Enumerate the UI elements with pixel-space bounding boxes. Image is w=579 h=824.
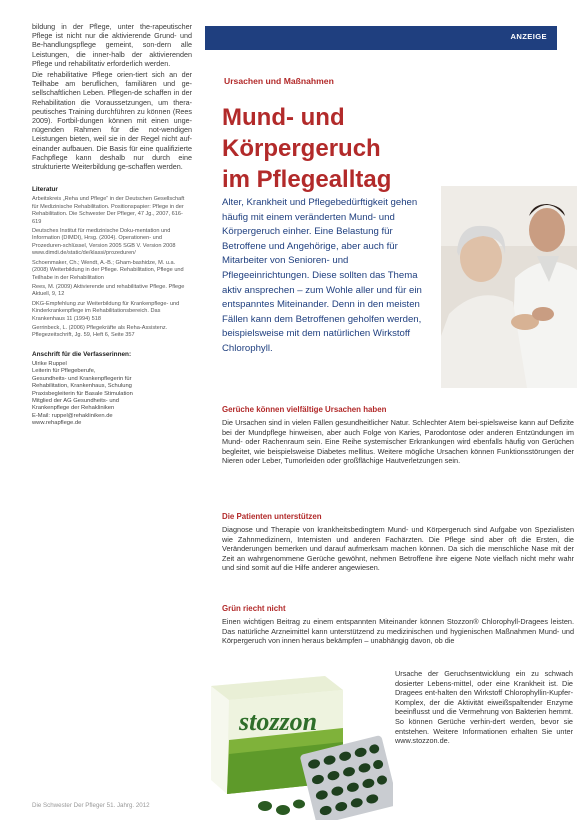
contact-heading: Anschrift für die Verfasserinnen: xyxy=(32,350,132,358)
left-intro: bildung in der Pflege, unter the-rapeutischer Pflege ist nicht nur die aktivierende Grund- und Be-handlungspflege gemeint, son-dern alle Leistungen, die inner-halb der aktivierenden Pflege und rehabilitativ erforderlich werden. xyxy=(32,22,192,68)
contact-website[interactable]: www.rehapflege.de xyxy=(32,420,82,427)
contact-block xyxy=(32,361,192,428)
title-line-1: Mund- und Körpergeruch xyxy=(222,104,381,162)
page-footer: Die Schwester Der Pfleger 51. Jahrg. 2012 xyxy=(32,802,150,809)
section-heading-support: Die Patienten unterstützen xyxy=(222,512,322,521)
literature-item: Rees, M. (2009) Aktivierende und rehabilitative Pflege. Pflege Aktuell, 9, 12 xyxy=(32,283,185,298)
literature-heading: Literatur xyxy=(32,186,58,194)
literature-item: Arbeitskreis „Reha und Pflege“ in der Deutschen Gesellschaft für Medizinische Rehabilitation. Positionspapier: Pflege in der Rehabilitation. Die Schwester Der Pfleger, 47 Jg., 2007, 616-619 xyxy=(32,196,185,225)
nurse-patient-photo xyxy=(441,186,577,388)
contact-line: Praxisbegleiterin für Basale Stimulation xyxy=(32,390,133,397)
contact-line: Rehabilitation, Krankenhaus, Schulung xyxy=(32,383,132,390)
contact-email[interactable]: E-Mail: ruppel@rehakliniken.de xyxy=(32,412,113,419)
contact-line: Gesundheits- und Krankenpflegerin für xyxy=(32,375,132,382)
section-body-causes: Die Ursachen sind in vielen Fällen gesundheitlicher Natur. Schlechter Atem bei-spielsweise kann auf Defizite bei der Mundpflege hinweisen, aber auch Folge von Karies, Parodontose oder anderen Entzündungen im Mund- oder Rachenraum sein. Eine Reihe systemischer Erkrankungen wird ebenfalls häufig von Gerüchen begleitet, wie beispielsweise Diabetes mellitus. Weitere mögliche Ursachen können Funktionsstörungen der Nieren oder Leber, Tumorleiden oder großflächige Hautverletzungen sein. xyxy=(222,418,574,466)
article-kicker: Ursachen und Maßnahmen xyxy=(224,76,334,86)
literature-list xyxy=(32,196,192,339)
left-column xyxy=(32,22,192,428)
ad-banner xyxy=(205,26,557,50)
article-lead: Alter, Krankheit und Pflegebedürftigkeit gehen häufig mit einem veränderten Mund- und Körpergeruch einher. Eine Belastung für Betroffene und Angehörige, aber auch für Mitarbeiter von Senioren- und Pflegeeinrichtungen. Diese sollten das Thema aktiv ansprechen – zum Wohle aller und für ein entspanntes Miteinander. Denn in den meisten Fällen kann dem Betroffenen geholfen werden, beispielsweise mit dem natürlichen Wirkstoff Chlorophyll. xyxy=(222,197,422,354)
title-line-2: im Pflegealltag xyxy=(222,166,392,193)
section-body-support: Diagnose und Therapie von krankheitsbedingtem Mund- und Körpergeruch sind Aufgabe von Spezialisten wie Zahnmedizinern, Internisten und anderen Fachärzten. Die Pflege sind aber oft die Ersten, die Veränderungen bemerken und darauf aufmerksam machen können. Da sich die menschliche Nase mit der Zeit an wahrgenommene Gerüche gewöhnt, nehmen Betroffene ihre eigene Note vielfach nicht mehr wahr und sind somit auf die Hilfe anderer angewiesen. xyxy=(222,525,574,573)
article-title xyxy=(222,102,482,195)
literature-item: Gerrinbeck, L. (2006) Pflegekräfte als Reha-Assistenz. Pflegezeitschrift, Jg. 59, Heft 6, Seite 357 xyxy=(32,324,168,339)
ad-label: ANZEIGE xyxy=(510,32,547,41)
contact-line: Ulrike Ruppel xyxy=(32,360,67,367)
brand-logo: stozzon xyxy=(239,707,318,736)
section-heading-green: Grün riecht nicht xyxy=(222,604,286,613)
section-body-green-top: Einen wichtigen Beitrag zu einem entspannten Miteinander können Stozzon® Chlorophyll-Dragees leisten. Das natürliche Arzneimittel kann unterstützend zu medizinischen und hygienischen Maßnahmen Mund- und Körpergeruch von innen heraus bekämpfen – unabhängig davon, ob die xyxy=(222,617,574,646)
section-heading-causes: Gerüche können vielfältige Ursachen haben xyxy=(222,405,387,414)
section-body-green-side: Ursache der Geruchsentwicklung ein zu schwach dosierter Lebens-mittel, oder eine Krankheit ist. Die Dragees ent-halten den Wirkstoff Chlorophyllin-Kupfer-Komplex, der die Aktivität eiweißspaltender Enzyme beeinflusst und die Vermehrung von Bakterien hemmt. So können Gerüche verhin-dert werden, bevor sie entstehen. Weitere Informationen erhalten Sie unter www.stozzon.de. xyxy=(395,669,573,746)
stozzon-product-image xyxy=(205,670,393,820)
contact-line: Mitglied der AG Gesundheits- und xyxy=(32,398,120,404)
contact-line: Leiterin für Pflegeberufe, xyxy=(32,368,96,375)
literature-item: Schoenmaker, Ch.; Wendt, A.-B.; Gham-bashidze, M. u.a. (2008) Weiterbildung in der Pflege. Rehabilitation, Pflege und Teilhabe in der Rehabilitation xyxy=(32,259,184,281)
literature-item: Deutsches Institut für medizinische Doku-mentation und Information (DIMDI), Hrsg. (2004). Operationen- und Prozeduren-schlüssel, Version 2005 SGB V. Version 2008 www.dimdi.de/static/de/klassi/prozeduren/ xyxy=(32,228,176,257)
contact-line: Krankenpflege der Rehakliniken xyxy=(32,405,115,412)
literature-item: DKG-Empfehlung zur Weiterbildung für Krankenpflege- und Kinderkrankenpflege im Rehabilitationsbereich. Das Krankenhaus 11 (1994) 518 xyxy=(32,300,180,322)
left-body: Die rehabilitative Pflege orien-tiert sich an der Teilhabe am beruflichen, familiären und ge-sellschaftlichen Leben. Pflegen-de schaffen in der Rehabilitation die Voraussetzungen, um thera-peutisches Training durchführen zu können (Rees 2009). Fortbil-dungen können mit einen unge-nügenden Rahmen für die not-wendigen Leistungen bieten, weil sie in der Regel nicht auf-einander aufbauen. Die Basis für eine qualifizierte Fachpflege kann deshalb nur durch eine strukturierte Weiterbildung ge-schaffen werden. xyxy=(32,70,192,172)
